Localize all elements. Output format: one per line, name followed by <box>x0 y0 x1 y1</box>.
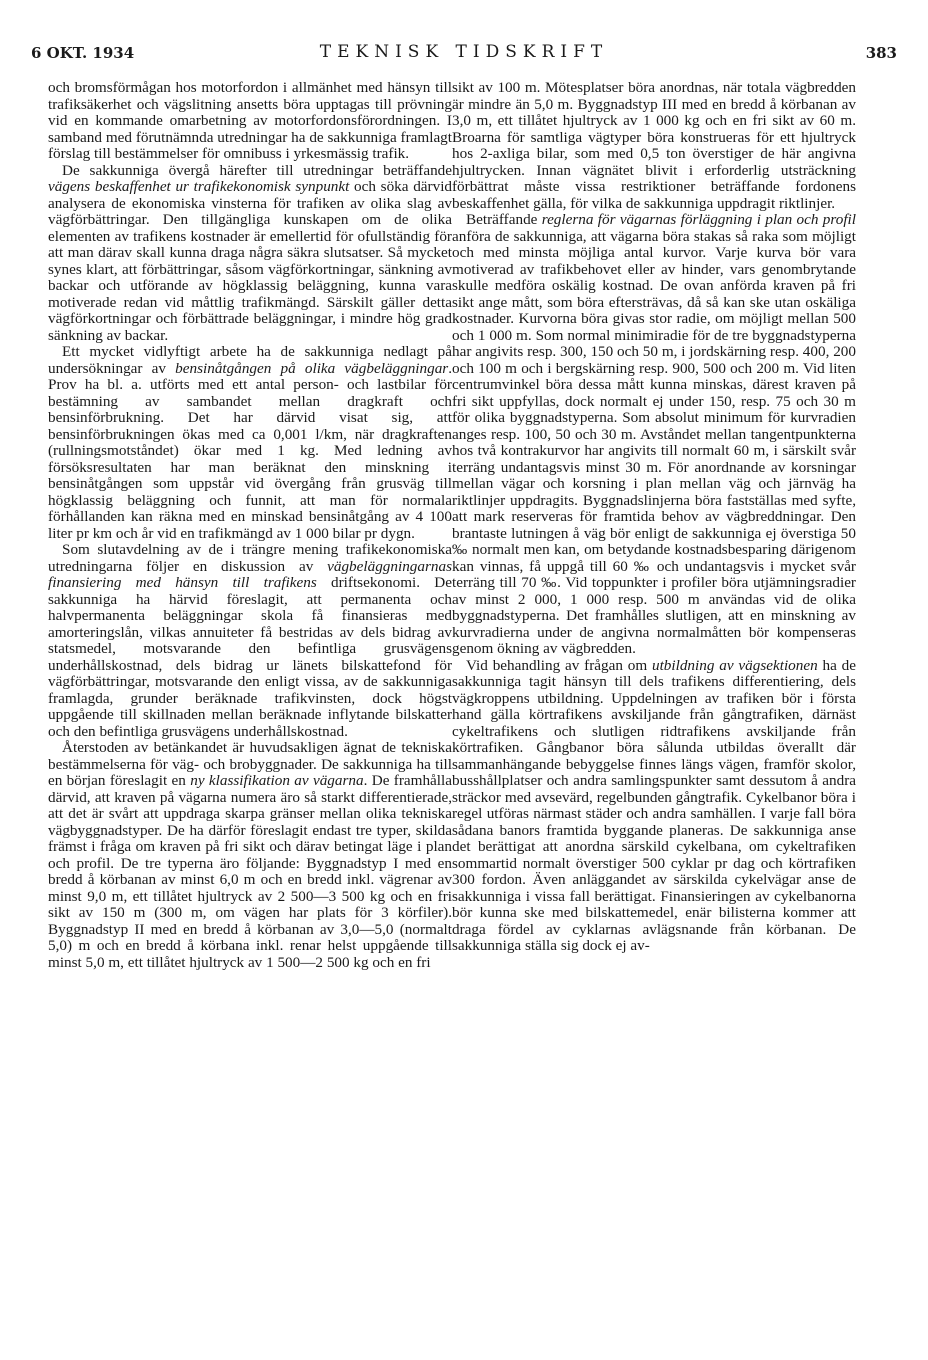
emphasis: ny klassifikation av vägarna <box>190 772 364 789</box>
journal-title: TEKNISK TIDSKRIFT <box>319 42 609 62</box>
emphasis: vägens beskaffenhet ur trafikekonomisk synpunkt <box>48 178 350 195</box>
issue-date: 6 OKT. 1934 <box>31 44 135 62</box>
paragraph: Återstoden av betänkandet är huvudsakligen ägnat de tekniska bestämmelserna för väg- och brobyggnader. De sakkunniga ha till en början föreslagit en ny klassifikation av vägarna. De framhålla därvid, att kraven på vägarna numera äro så starkt differentierade, att det är svårt att uppdraga skarpa gränser mellan olika tekniska vägbyggnadstyper. De ha därför föreslagit endast tre typer, skilda främst i fråga om kraven på fri sikt och därav betingat läge i plan och profil. De tre typerna äro följande: Byggnadstyp I med en bredd å körbanan av minst 6,0 m och en bredd inkl. vägrenar av minst 9,0 m, ett tillåtet hjultryck av 2 500—3 500 kg och en fri sikt av 150 m (300 m, om vägen har plats för 3 körfiler). Byggnadstyp II med en bredd å körbanan av 3,0—5,0 (normalt 5,0) m och en bredd å körbana inkl. renar helst uppgående till minst 5,0 m, ett tillåtet hjultryck av 1 500—2 500 kg och en fri <box>48 739 452 971</box>
left-column <box>48 80 452 971</box>
page-number: 383 <box>865 44 897 62</box>
emphasis: bensinåtgången på olika vägbeläggningar <box>175 359 449 377</box>
paragraph: och bromsförmågan hos motorfordon i allmänhet med hänsyn till trafiksäkerhet och vägslitning ansetts böra upptagas till prövning vid en kommande omarbetning av motorfordonsförordningen. I samband med förutnämnda utredningar ha de sakkunniga framlagt förslag till bestämmelser för omnibuss i yrkesmässig trafik. <box>48 79 452 162</box>
page-header <box>31 40 897 68</box>
paragraph: Vid behandling av frågan om utbildning av vägsektionen ha de sakkunniga tagit hänsyn till dels trafikens differentiering, dels vägkroppens utbildning. Uppdelningen av trafiken bör i första hand gälla körtrafikens avskiljande från gångtrafiken, därnäst cykeltrafikens och slutligen ridtrafikens avskiljande från körtrafiken. Gångbanor böra sålunda utbildas överallt där sammanhängande bebyggelse finnes längs vägen, framför skolor, busshållplatser och andra samlingspunkter samt dessutom å andra sträckor med avsevärd, regelbunden gångtrafik. Cykelbanor böra i regel utföras närmast städer och andra samhällen. I varje fall böra sådana banors framtida byggande planeras. De sakkunniga anse det berättigat att anordna särskild cykelbana, om cykeltrafiken sommartid normalt överstiger 500 cyklar pr dag och körtrafiken 300 fordon. Även anläggandet av särskilda cykelvägar anse de sakkunniga i vissa fall berättigat. Finansieringen av cykelbanorna bör kunna ske med bilskattemedel, enär bilisterna kommer att draga fördel av cyklarnas avlägsnande från körbanan. De sakkunniga ställa sig dock ej av- <box>452 656 856 954</box>
paragraph: Som slutavdelning av de i trängre mening trafikekonomiska utredningarna följer en diskussion av vägbeläggningarnas finansiering med hänsyn till trafikens driftsekonomi. De sakkunniga ha härvid föreslagit, att permanenta och halvpermanenta beläggningar skola få finansieras med amorteringslån, vilkas annuiteter få bestridas av dels bidrag av statsmedel, motsvarande den befintliga grusvägens underhållskostnad, dels bidrag ur länets bilskattefond för vägförbättringar, motsvarande den enligt vissa, av de sakkunniga framlagda, grunder beräknade trafikvinsten, dock högst uppgående till skillnaden mellan beräknade inflytande bilskatter och den befintliga grusvägens underhållskostnad. <box>48 541 452 740</box>
emphasis: vägbeläggningarnas finansiering med hänsyn till trafikens <box>48 557 452 591</box>
paragraph: sikt av 100 m. Mötesplatser böra anordnas, när totala vägbredden är mindre än 5,0 m. Byggnadstyp III med en bredd å körbanan av 3,0 m, ett tillåtet hjultryck av 1 000 kg och en fri sikt av 60 m. Broarna för samtliga vägtyper böra konstrueras för ett hjultryck hos 2-axliga bilar, som med 0,5 ton överstiger de här angivna hjultrycken. Innan vägnätet blivit i erforderlig utsträckning förbättrat måste vissa restriktioner beträffande fordonens beskaffenhet gälla, för vilka de sakkunniga uppdragit riktlinjer. <box>452 79 856 212</box>
paragraph: Ett mycket vidlyftigt arbete ha de sakkunniga nedlagt på undersökningar av bensinåtgången på olika vägbeläggningar. Prov ha bl. a. utförts med ett antal person- och lastbilar för bestämning av sambandet mellan dragkraft och bensinförbrukning. Det har därvid visat sig, att bensinförbrukningen ökas med ca 0,001 l/km, när dragkraften (rullningsmotståndet) ökar med 1 kg. Med ledning av försöksresultaten har man beräknat den minskning i bensinåtgången som uppstår vid övergång från grusväg till högklassig beläggning och funnit, att man för normala förhållanden kan räkna med en minskad bensinåtgång av 4 100 liter pr km och år vid en trafikmängd av 1 000 bilar pr dygn. <box>48 343 453 542</box>
emphasis: utbildning av vägsektionen <box>651 656 818 674</box>
emphasis: reglerna för vägarnas förläggning i plan och profil <box>541 211 856 228</box>
right-column <box>452 80 856 955</box>
paragraph: De sakkunniga övergå härefter till utredningar beträffande vägens beskaffenhet ur trafikekonomisk synpunkt och söka därvid analysera de ekonomiska vinsterna för trafiken av olika slag av vägförbättringar. Den tillgängliga kunskapen om de olika elementen av trafikens kostnader är emellertid för ofullständig för att man därav skall kunna draga några säkra slutsatser. Så mycket synes klart, att förbättringar, såsom vägförkortningar, sänkning av backar och utförande av högklassig beläggning, kunna vara motiverade redan vid måttlig trafikmängd. Särskilt gäller detta vägförkortningar och förbättrade beläggningar, i mindre hög grad sänkning av backar. <box>48 161 453 344</box>
paragraph: Beträffande reglerna för vägarnas förläggning i plan och profil anföra de sakkunniga, att vägarna böra stakas så raka som möjligt och med minsta möjliga antal kurvor. Varje kurva bör vara motiverad av trafikbehovet eller av hinder, vars genombrytande skulle medföra oskälig kostnad. De ovan anförda kraven på fri sikt ange mått, som böra eftersträvas, då så kan ske utan oskäliga kostnader. Kurvorna böra givas stor radie, om möjligt mellan 500 och 1 000 m. Som normal minimiradie för de tre byggnadstyperna har angivits resp. 300, 150 och 50 m, i jordskärning resp. 400, 200 och 100 m och i bergskärning resp. 900, 500 och 200 m. Vid liten centrumvinkel böra dessa mått kunna minskas, därest kraven på fri sikt uppfyllas, dock normalt ej under 150, resp. 75 och 30 m för olika byggnadstyperna. Som absolut minimum för kurvradien anges resp. 100, 50 och 30 m. Avståndet mellan tangentpunkterna hos två kontrakurvor har angivits till normalt 60 m, i särskilt svår terräng undantagsvis minst 30 m. För anordnande av korsningar mellan vägar och korsning i plan mellan väg och järnväg ha riktlinjer uppdragits. Byggnadslinjerna böra fastställas med syfte, att mark reserveras för framtida behov av vägbreddningar. Den brantaste lutningen å väg bör enligt de sakkunniga ej överstiga 50 ‰ normalt men kan, om betydande kostnadsbesparing därigenom kan vinnas, få uppgå till 60 ‰ och undantagsvis i mycket svår terräng till 70 ‰. Vid toppunkter i profiler böra utjämningsradier av minst 2 000, 1 000 resp. 500 m användas vid de olika byggnadstyperna. Det framhålles slutligen, att en minskning av kurvradierna under de angivna normalmåtten bör kompenseras genom ökning av vägbredden. <box>452 211 856 657</box>
